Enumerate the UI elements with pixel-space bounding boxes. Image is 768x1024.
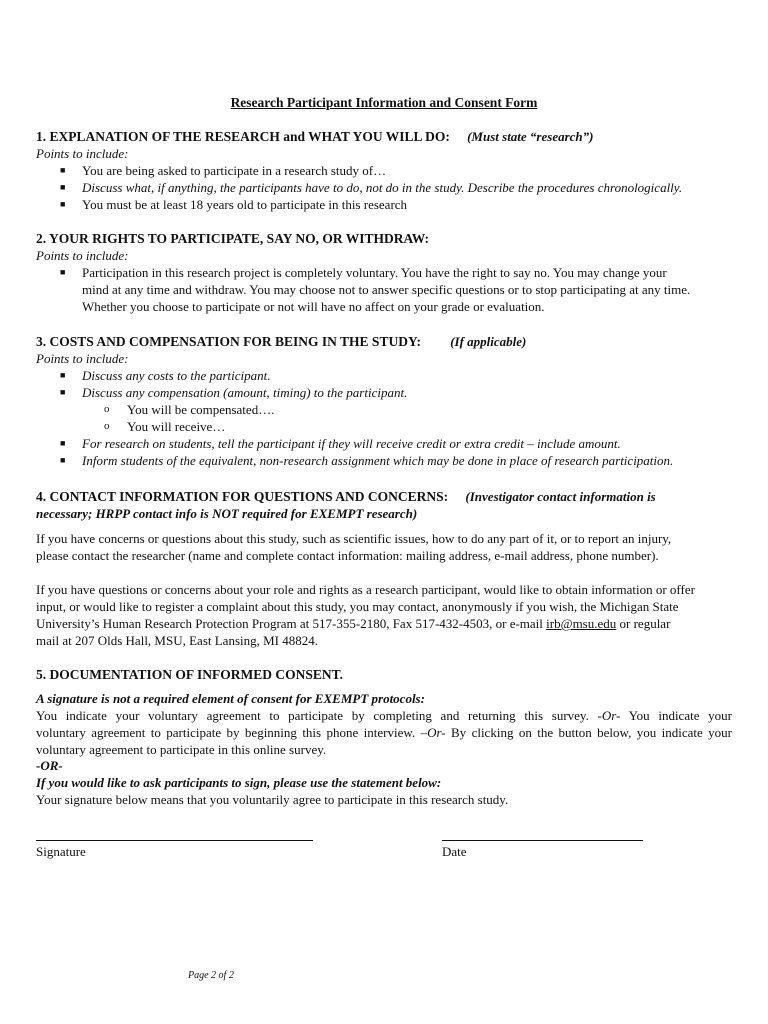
section-2-bullet-line-2: mind at any time and withdraw. You may choose not to answer specific questions or to stop participating at any time. <box>82 282 691 297</box>
bullet-icon: ■ <box>60 438 66 448</box>
section-1-heading-row <box>36 128 593 145</box>
section-4-para-1-line-1: If you have concerns or questions about this study, such as scientific issues, how to do any part of it, or to report an injury, <box>36 531 672 546</box>
section-5-sign-subheading: If you would like to ask participants to sign, please use the statement below: <box>36 775 442 790</box>
section-2-bullet-line-3: Whether you choose to participate or not will have no affect on your grade or evaluation. <box>82 299 545 314</box>
section-4-para-2-line-4: mail at 207 Olds Hall, MSU, East Lansing, MI 48824. <box>36 633 319 648</box>
section-5-line-1-b: You indicate your <box>620 708 732 723</box>
bullet-icon: ■ <box>60 165 66 175</box>
section-1-note: (Must state “research”) <box>467 129 594 144</box>
section-2-bullet-line-1: Participation in this research project is completely voluntary. You have the right to say no. You may change your <box>82 265 667 280</box>
section-3-sub-bullet-2: You will receive… <box>127 419 226 434</box>
bullet-icon: ■ <box>60 455 66 465</box>
section-5-line-3: voluntary agreement to participate in this online survey. <box>36 742 327 757</box>
page-footer: Page 2 of 2 <box>188 970 234 981</box>
section-4-heading-row <box>36 488 656 505</box>
section-3-note: (If applicable) <box>450 334 527 349</box>
section-3-heading: 3. COSTS AND COMPENSATION FOR BEING IN THE STUDY: <box>36 334 421 349</box>
section-3-bullet-4: Inform students of the equivalent, non-research assignment which may be done in place of research participation. <box>82 453 674 468</box>
or-text: Or- <box>601 708 621 723</box>
or-text: Or- <box>427 725 446 740</box>
section-4-note-2: necessary; HRPP contact info is NOT required for EXEMPT research) <box>36 506 418 521</box>
section-4-para-2-line-2: input, or would like to register a complaint about this study, you may contact, anonymously if you wish, the Michigan State <box>36 599 679 614</box>
bullet-icon: ■ <box>60 267 66 277</box>
section-5-line-2-b: By clicking on the button below, you indicate your <box>445 725 732 740</box>
section-5-heading: 5. DOCUMENTATION OF INFORMED CONSENT. <box>36 667 344 682</box>
section-4-note-1: (Investigator contact information is <box>465 489 656 504</box>
section-5-line-1-a: You indicate your voluntary agreement to participate by completing and returning this survey. - <box>36 708 602 723</box>
form-title: Research Participant Information and Consent Form <box>230 95 538 110</box>
section-3-bullet-1: Discuss any costs to the participant. <box>82 368 271 383</box>
section-3-points-label: Points to include: <box>36 351 129 366</box>
section-1-bullet-1: You are being asked to participate in a research study of… <box>82 163 387 178</box>
or-divider: -OR- <box>36 758 63 773</box>
section-1-bullet-2: Discuss what, if anything, the participants have to do, not do in the study. Describe the procedures chronologically. <box>82 180 683 195</box>
signature-label: Signature <box>36 844 86 859</box>
section-4-heading: 4. CONTACT INFORMATION FOR QUESTIONS AND CONCERNS: <box>36 489 449 504</box>
section-4-para-1-line-2: please contact the researcher (name and complete contact information: mailing address, e-mail address, phone number). <box>36 548 659 563</box>
section-4-para-2-line-3-tail: or regular <box>619 616 671 631</box>
date-line[interactable] <box>442 840 643 841</box>
bullet-icon: ■ <box>60 182 66 192</box>
section-1-heading: 1. EXPLANATION OF THE RESEARCH and WHAT YOU WILL DO: <box>36 129 450 144</box>
section-1-points-label: Points to include: <box>36 146 129 161</box>
section-1-bullet-3: You must be at least 18 years old to participate in this research <box>82 197 408 212</box>
section-5-line-2 <box>36 724 732 741</box>
section-3-bullet-3: For research on students, tell the participant if they will receive credit or extra credit – include amount. <box>82 436 621 451</box>
section-3-bullet-2: Discuss any compensation (amount, timing) to the participant. <box>82 385 408 400</box>
bullet-icon: ■ <box>60 370 66 380</box>
bullet-icon: ■ <box>60 199 66 209</box>
section-5-line-4: Your signature below means that you voluntarily agree to participate in this research study. <box>36 792 509 807</box>
sub-bullet-icon: o <box>104 403 110 415</box>
irb-email-link[interactable]: irb@msu.edu <box>546 616 617 631</box>
section-5-exempt-subheading: A signature is not a required element of consent for EXEMPT protocols: <box>36 691 425 706</box>
sub-bullet-icon: o <box>104 420 110 432</box>
section-4-para-2-line-3 <box>36 615 670 632</box>
section-5-line-1 <box>36 707 732 724</box>
bullet-icon: ■ <box>60 387 66 397</box>
section-2-heading: 2. YOUR RIGHTS TO PARTICIPATE, SAY NO, OR WITHDRAW: <box>36 231 429 246</box>
section-3-sub-bullet-1: You will be compensated…. <box>127 402 275 417</box>
section-5-line-2-a: voluntary agreement to participate by beginning this phone interview. – <box>36 725 428 740</box>
section-4-para-2-line-3-text: University’s Human Research Protection Program at 517-355-2180, Fax 517-432-4503, or e-mail <box>36 616 543 631</box>
section-3-heading-row <box>36 333 526 350</box>
section-4-para-2-line-1: If you have questions or concerns about your role and rights as a research participant, would like to obtain information or offer <box>36 582 695 597</box>
date-label: Date <box>442 844 467 859</box>
signature-line[interactable] <box>36 840 313 841</box>
section-2-points-label: Points to include: <box>36 248 129 263</box>
